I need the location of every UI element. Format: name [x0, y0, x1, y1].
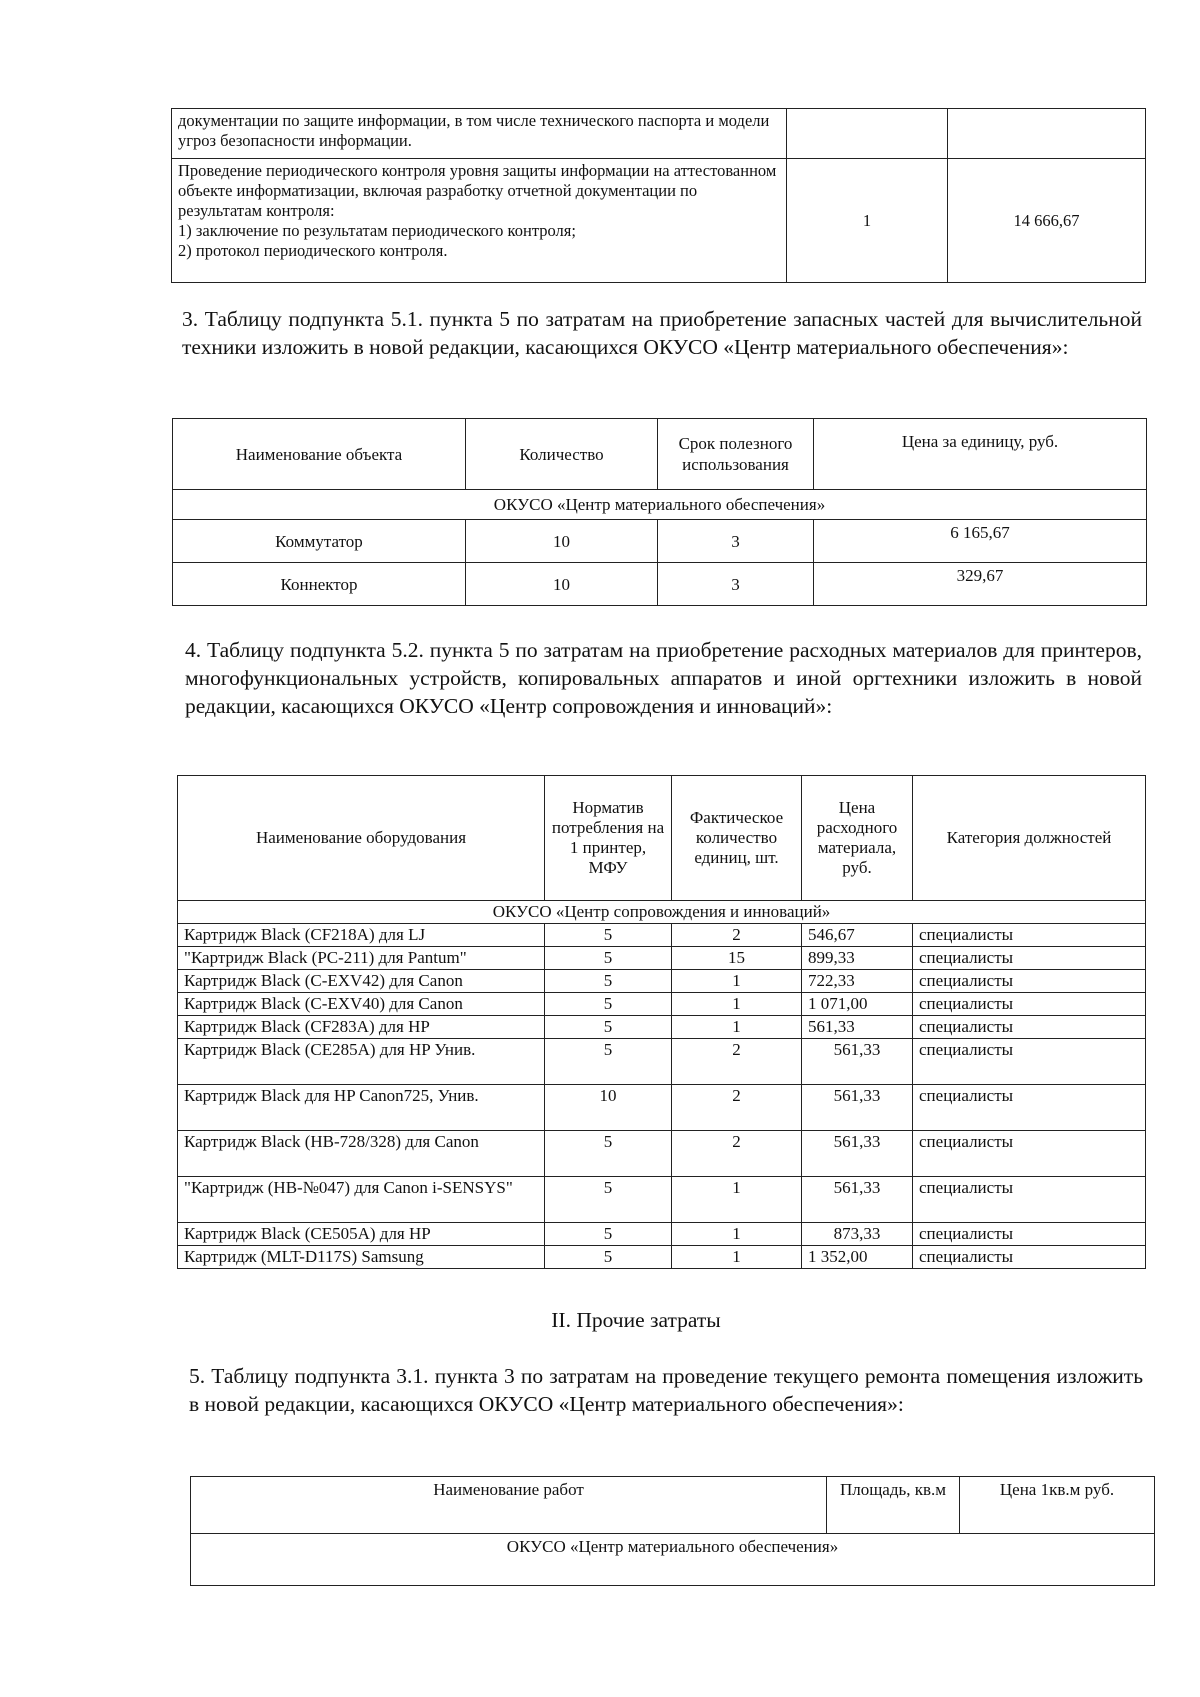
table-row: [178, 1085, 1146, 1131]
category-cell: специалисты: [913, 1039, 1146, 1085]
price-cell: 1 071,00: [802, 993, 913, 1016]
actual-qty-cell: 1: [672, 993, 802, 1016]
header-object-name: Наименование объекта: [173, 419, 466, 490]
norm-cell: 5: [545, 1016, 672, 1039]
actual-qty-cell: 2: [672, 924, 802, 947]
equipment-name-cell: Картридж Black (CF283A) для HP: [178, 1016, 545, 1039]
table-row: [178, 947, 1146, 970]
unit-price-cell: 329,67: [814, 563, 1147, 606]
norm-cell: 5: [545, 1223, 672, 1246]
header-quantity: Количество: [466, 419, 658, 490]
price-cell: 14 666,67: [948, 159, 1146, 283]
category-cell: специалисты: [913, 947, 1146, 970]
price-cell: 561,33: [802, 1131, 913, 1177]
header-work-name: Наименование работ: [191, 1477, 827, 1534]
table-row: [178, 993, 1146, 1016]
actual-qty-cell: 15: [672, 947, 802, 970]
paragraph-3: 3. Таблицу подпункта 5.1. пункта 5 по затратам на приобретение запасных частей для вычислительной техники изложить в новой редакции, касающихся ОКУСО «Центр материального обеспечения»:: [182, 307, 1142, 359]
equipment-name-cell: Картридж Black (C-EXV40) для Canon: [178, 993, 545, 1016]
header-position-category: Категория должностей: [913, 776, 1146, 901]
table-row: [172, 159, 1146, 283]
actual-qty-cell: 2: [672, 1131, 802, 1177]
header-actual-quantity: Фактическое количество единиц, шт.: [672, 776, 802, 901]
equipment-name-cell: "Картридж (HB-№047) для Canon i-SENSYS": [178, 1177, 545, 1223]
equipment-name-cell: Картридж Black (CE285A) для HP Унив.: [178, 1039, 545, 1085]
category-cell: специалисты: [913, 993, 1146, 1016]
actual-qty-cell: 1: [672, 1016, 802, 1039]
work-name-cell: [172, 159, 787, 283]
section-heading: II. Прочие затраты: [551, 1308, 721, 1332]
header-consumption-norm: Норматив потребления на 1 принтер, МФУ: [545, 776, 672, 901]
spare-parts-table: [172, 418, 1147, 606]
norm-cell: 5: [545, 970, 672, 993]
norm-cell: 5: [545, 924, 672, 947]
qty-cell: [787, 109, 948, 159]
paragraph-5: 5. Таблицу подпункта 3.1. пункта 3 по затратам на проведение текущего ремонта помещения изложить в новой редакции, касающихся ОКУСО «Центр материального обеспечения»:: [189, 1364, 1143, 1416]
header-consumable-price: Цена расходного материала, руб.: [802, 776, 913, 901]
norm-cell: 5: [545, 947, 672, 970]
price-cell: 873,33: [802, 1223, 913, 1246]
header-row: [173, 419, 1147, 490]
table-row: [178, 924, 1146, 947]
useful-life-cell: 3: [658, 520, 814, 563]
repair-works-table: [190, 1476, 1155, 1586]
equipment-name-cell: Картридж Black (CE505A) для HP: [178, 1223, 545, 1246]
price-cell: 561,33: [802, 1016, 913, 1039]
quantity-cell: 10: [466, 563, 658, 606]
price-cell: 899,33: [802, 947, 913, 970]
header-unit-price: Цена за единицу, руб.: [814, 419, 1147, 490]
equipment-name-cell: Картридж (MLT-D117S) Samsung: [178, 1246, 545, 1269]
norm-cell: 5: [545, 1246, 672, 1269]
price-cell: 561,33: [802, 1085, 913, 1131]
section-row: [178, 901, 1146, 924]
header-row: [191, 1477, 1155, 1534]
category-cell: специалисты: [913, 924, 1146, 947]
qty-cell: 1: [787, 159, 948, 283]
norm-cell: 5: [545, 1131, 672, 1177]
table-row: [178, 1246, 1146, 1269]
header-area: Площадь, кв.м: [827, 1477, 960, 1534]
equipment-name-cell: "Картридж Black (PC-211) для Pantum": [178, 947, 545, 970]
quantity-cell: 10: [466, 520, 658, 563]
header-useful-life: Срок полезного использования: [658, 419, 814, 490]
actual-qty-cell: 1: [672, 1177, 802, 1223]
section-title: ОКУСО «Центр материального обеспечения»: [191, 1534, 1155, 1586]
object-name-cell: Коннектор: [173, 563, 466, 606]
table-row: [178, 1223, 1146, 1246]
section-title: ОКУСО «Центр сопровождения и инноваций»: [178, 901, 1146, 924]
paragraph-4: 4. Таблицу подпункта 5.2. пункта 5 по затратам на приобретение расходных материалов для принтеров, многофункциональных устройств, копировальных аппаратов и иной оргтехники изложить в новой редакции, касающихся ОКУСО «Центр сопровождения и инноваций»:: [185, 638, 1142, 718]
category-cell: специалисты: [913, 970, 1146, 993]
norm-cell: 5: [545, 993, 672, 1016]
equipment-name-cell: Картридж Black для HP Canon725, Унив.: [178, 1085, 545, 1131]
consumables-table: [177, 775, 1146, 1269]
price-cell: 546,67: [802, 924, 913, 947]
work-item: 2) протокол периодического контроля.: [178, 241, 448, 260]
category-cell: специалисты: [913, 1246, 1146, 1269]
category-cell: специалисты: [913, 1131, 1146, 1177]
price-cell: 1 352,00: [802, 1246, 913, 1269]
category-cell: специалисты: [913, 1016, 1146, 1039]
table-row: [178, 970, 1146, 993]
actual-qty-cell: 1: [672, 970, 802, 993]
norm-cell: 5: [545, 1039, 672, 1085]
table-row: [178, 1131, 1146, 1177]
section-row: [173, 490, 1147, 520]
header-row: [178, 776, 1146, 901]
header-equipment-name: Наименование оборудования: [178, 776, 545, 901]
table-row: [178, 1016, 1146, 1039]
header-price-per-sqm: Цена 1кв.м руб.: [960, 1477, 1155, 1534]
actual-qty-cell: 1: [672, 1223, 802, 1246]
price-cell: [948, 109, 1146, 159]
norm-cell: 5: [545, 1177, 672, 1223]
section-row: [191, 1534, 1155, 1586]
equipment-name-cell: Картридж Black (HB-728/328) для Canon: [178, 1131, 545, 1177]
work-item: 1) заключение по результатам периодического контроля;: [178, 221, 576, 240]
actual-qty-cell: 2: [672, 1085, 802, 1131]
table-row: [178, 1039, 1146, 1085]
table-row: [172, 109, 1146, 159]
object-name-cell: Коммутатор: [173, 520, 466, 563]
protection-works-table: [171, 108, 1146, 283]
unit-price-cell: 6 165,67: [814, 520, 1147, 563]
equipment-name-cell: Картридж Black (C-EXV42) для Canon: [178, 970, 545, 993]
work-description: Проведение периодического контроля уровня защиты информации на аттестованном объекте информатизации, включая разработку отчетной документации по результатам контроля:: [178, 161, 777, 220]
category-cell: специалисты: [913, 1223, 1146, 1246]
table-row: [173, 563, 1147, 606]
category-cell: специалисты: [913, 1085, 1146, 1131]
actual-qty-cell: 1: [672, 1246, 802, 1269]
equipment-name-cell: Картридж Black (CF218A) для LJ: [178, 924, 545, 947]
price-cell: 561,33: [802, 1039, 913, 1085]
table-row: [173, 520, 1147, 563]
category-cell: специалисты: [913, 1177, 1146, 1223]
useful-life-cell: 3: [658, 563, 814, 606]
table-row: [178, 1177, 1146, 1223]
norm-cell: 10: [545, 1085, 672, 1131]
section-title: ОКУСО «Центр материального обеспечения»: [173, 490, 1147, 520]
price-cell: 561,33: [802, 1177, 913, 1223]
work-name-cell: документации по защите информации, в том числе технического паспорта и модели угроз безопасности информации.: [172, 109, 787, 159]
actual-qty-cell: 2: [672, 1039, 802, 1085]
price-cell: 722,33: [802, 970, 913, 993]
